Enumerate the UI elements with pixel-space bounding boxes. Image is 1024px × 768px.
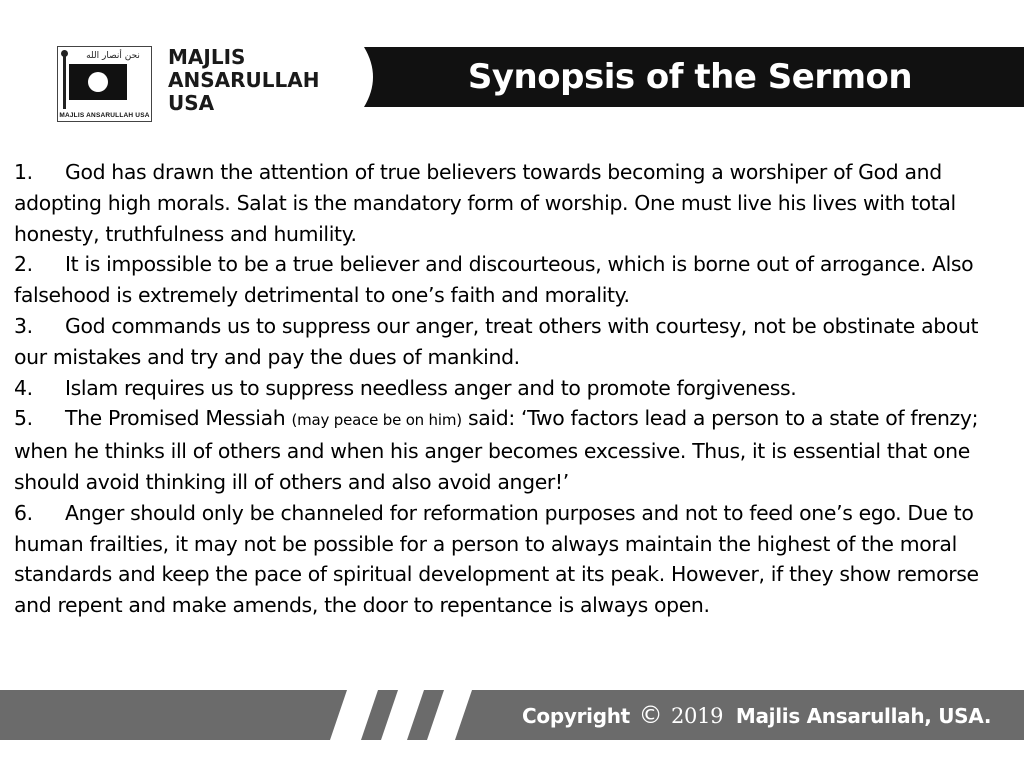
copyright-label: Copyright	[522, 704, 630, 728]
flag-pole	[63, 53, 66, 109]
honorific: (may peace be on him)	[291, 411, 462, 430]
flag-emblem-icon	[69, 64, 127, 100]
org-name-line-2: ANSARULLAH	[168, 68, 320, 92]
page-title: Synopsis of the Sermon	[467, 57, 913, 97]
copyright-owner: Majlis Ansarullah, USA.	[735, 704, 992, 728]
list-item: 4. Islam requires us to suppress needless anger and to promote forgiveness.	[14, 375, 797, 400]
flag-disc	[88, 72, 108, 92]
org-name-line-1: MAJLIS	[168, 45, 246, 69]
logo-arabic-motto: نحن أنصار الله	[86, 51, 140, 61]
logo	[57, 46, 152, 122]
list-item: 1. God has drawn the attention of true believers towards becoming a worshiper of God and adopting high morals. Salat is the mandatory form of worship. One must live his lives with total honesty, truthfulness and humility.	[14, 160, 956, 246]
list-item: 5. The Promised Messiah (may peace be on him) said: ‘Two factors lead a person to a state of frenzy; when he thinks ill of others and when his anger becomes excessive. Thus, it is essential that one should avoid thinking ill of others and also avoid anger!’	[14, 406, 979, 494]
sermon-synopsis-list	[14, 157, 1012, 621]
org-name-line-3: USA	[168, 91, 215, 115]
organization-name	[168, 46, 319, 115]
list-item: 2. It is impossible to be a true believer and discourteous, which is borne out of arrogance. Also falsehood is extremely detrimental to one’s faith and morality.	[14, 252, 974, 308]
copyright-icon: ©	[638, 701, 663, 729]
list-item: 3. God commands us to suppress our anger, treat others with courtesy, not be obstinate about our mistakes and try and pay the dues of mankind.	[14, 313, 979, 369]
list-item: 6. Anger should only be channeled for reformation purposes and not to feed one’s ego. Due to human frailties, it may not be possible for a person to always maintain the highest of the moral standards and keep the pace of spiritual development at its peak. However, if they show remorse and repent and make amends, the door to repentance is always open.	[14, 500, 979, 618]
logo-caption: MAJLIS ANSARULLAH USA	[59, 112, 150, 119]
copyright-year: 2019	[670, 704, 724, 728]
copyright-notice	[522, 690, 991, 740]
